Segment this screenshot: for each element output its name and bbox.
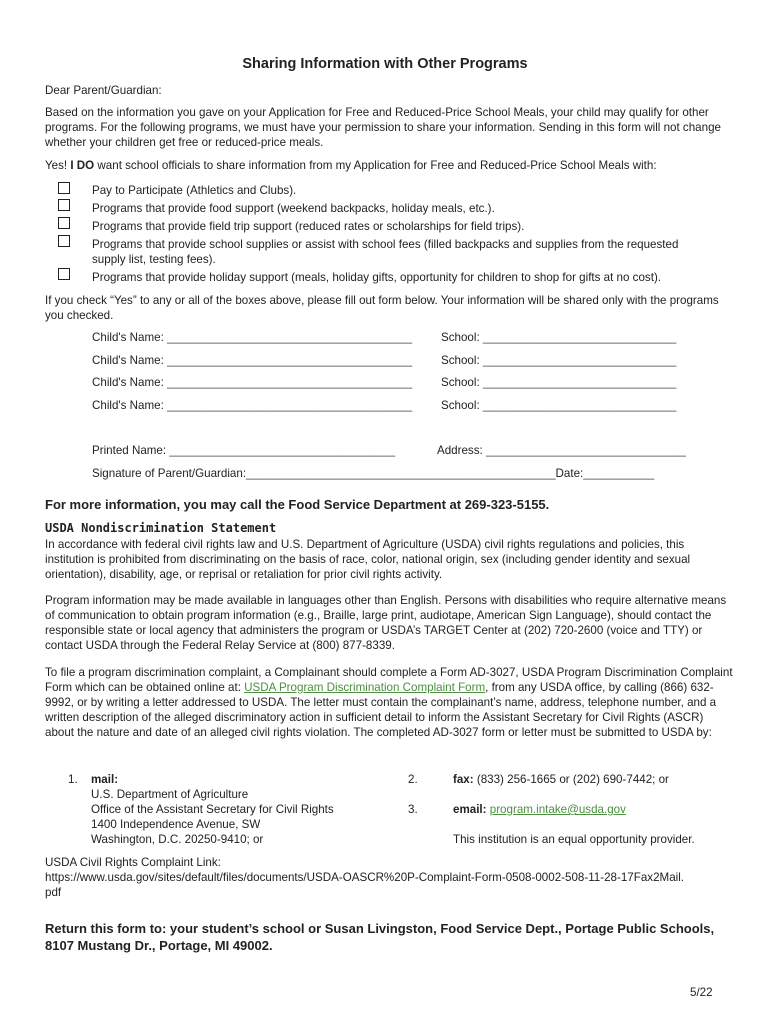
child-name-label: Child's Name:	[92, 376, 164, 389]
school-row-1[interactable]	[441, 330, 676, 345]
date-field[interactable]: ___________	[583, 467, 655, 480]
program-checkbox-3[interactable]	[58, 217, 70, 229]
address-field[interactable]: _______________________________	[486, 444, 686, 457]
child-row-1[interactable]	[92, 330, 412, 345]
program-label-2: Programs that provide food support (weekend backpacks, holiday meals, etc.).	[92, 202, 495, 215]
school-field[interactable]: ______________________________	[482, 376, 677, 389]
usda-paragraph-1: In accordance with federal civil rights law and U.S. Department of Agriculture (USDA) civil rights regulations and policies, this institution is prohibited from discriminating on the basis of race, color, national origin, sex (including gender identity and sexual orientation), disability, age, or reprisal or retaliation for prior civil rights activity.	[45, 538, 691, 581]
printed-name-field[interactable]: ___________________________________	[169, 444, 396, 457]
child-name-field[interactable]: ______________________________________	[167, 376, 413, 389]
child-name-label: Child's Name:	[92, 399, 164, 412]
child-row-4[interactable]	[92, 398, 412, 413]
printed-name-label: Printed Name:	[92, 444, 167, 457]
program-label-5: Programs that provide holiday support (meals, holiday gifts, opportunity for children to shop for gifts at no cost).	[92, 271, 662, 284]
complaint-link-label: USDA Civil Rights Complaint Link:	[45, 856, 221, 869]
fax-number: 2.	[408, 773, 418, 786]
usda-heading: USDA Nondiscrimination Statement	[45, 521, 277, 535]
more-info-line: For more information, you may call the Food Service Department at 269-323-5155.	[45, 497, 550, 512]
child-row-3[interactable]	[92, 375, 412, 390]
child-row-2[interactable]	[92, 353, 412, 368]
equal-opportunity-statement: This institution is an equal opportunity provider.	[453, 833, 695, 846]
greeting: Dear Parent/Guardian:	[45, 84, 162, 97]
child-name-field[interactable]: ______________________________________	[167, 331, 413, 344]
signature-row[interactable]	[92, 466, 654, 481]
complaint-url[interactable]: https://www.usda.gov/sites/default/files/documents/USDA-OASCR%20P-Complaint-Form-0508-0002-508-11-28-17Fax2Mail.pdf	[45, 871, 685, 899]
complaint-text-before: To file a program discrimination complaint, a Complainant should complete a Form AD-3027, USDA Program Discrimination Complaint Form which can be obtained online at:	[45, 666, 733, 694]
mail-label: mail:	[91, 773, 119, 786]
signature-label: Signature of Parent/Guardian:	[92, 467, 247, 480]
mail-address-line: 1400 Independence Avenue, SW	[91, 818, 261, 831]
school-row-2[interactable]	[441, 353, 676, 368]
address-label: Address:	[437, 444, 483, 457]
program-checkbox-2[interactable]	[58, 199, 70, 211]
date-label: Date:	[555, 467, 584, 480]
school-label: School:	[441, 331, 480, 344]
program-checkbox-1[interactable]	[58, 182, 70, 194]
program-checkbox-4[interactable]	[58, 235, 70, 247]
school-field[interactable]: ______________________________	[482, 354, 677, 367]
usda-paragraph-3	[45, 665, 735, 740]
consent-prefix: Yes!	[45, 159, 71, 172]
email-link[interactable]: program.intake@usda.gov	[489, 803, 626, 816]
page-number: 5/22	[690, 986, 713, 999]
program-label-3: Programs that provide field trip support (reduced rates or scholarships for field trips).	[92, 220, 525, 233]
check-note: If you check “Yes” to any or all of the boxes above, please fill out form below. Your information will be shared only with the programs you checked.	[45, 294, 719, 322]
complaint-text-after: , from any USDA office, by calling (866) 632-9992, or by writing a letter addressed to USDA. The letter must contain the complainant’s name, address, telephone number, and a written description of the alleged discriminatory action in sufficient detail to inform the Assistant Secretary for Civil Rights (ASCR) about the nature and date of an alleged civil rights violation. The completed AD-3027 form or letter must be submitted to USDA by:	[45, 681, 717, 739]
school-field[interactable]: ______________________________	[482, 331, 677, 344]
consent-line	[45, 158, 735, 173]
program-checkbox-5[interactable]	[58, 268, 70, 280]
email-number: 3.	[408, 803, 418, 816]
intro-paragraph: Based on the information you gave on your Application for Free and Reduced-Price School Meals, your child may qualify for other programs. For the following programs, we must have your permission to share your information. Sending in this form will not change whether your children get free or reduced-price meals.	[45, 106, 721, 149]
program-label-1: Pay to Participate (Athletics and Clubs).	[92, 184, 297, 197]
mail-address-line: Office of the Assistant Secretary for Civil Rights	[91, 803, 334, 816]
child-name-field[interactable]: ______________________________________	[167, 354, 413, 367]
school-label: School:	[441, 399, 480, 412]
address-row[interactable]	[437, 443, 686, 458]
school-row-3[interactable]	[441, 375, 676, 390]
school-field[interactable]: ______________________________	[482, 399, 677, 412]
mail-address-line: U.S. Department of Agriculture	[91, 788, 249, 801]
school-label: School:	[441, 354, 480, 367]
school-row-4[interactable]	[441, 398, 676, 413]
return-instructions: Return this form to: your student’s school or Susan Livingston, Food Service Dept., Portage Public Schools, 8107 Mustang Dr., Portage, MI 49002.	[45, 921, 715, 953]
child-name-field[interactable]: ______________________________________	[167, 399, 413, 412]
mail-address	[91, 787, 391, 847]
printed-name-row[interactable]	[92, 443, 395, 458]
fax-row	[453, 772, 669, 787]
school-label: School:	[441, 376, 480, 389]
child-name-label: Child's Name:	[92, 354, 164, 367]
usda-paragraph-2: Program information may be made available in languages other than English. Persons with disabilities who require alternative means of communication to obtain program information (e.g., Braille, large print, audiotape, American Sign Language), should contact the responsible state or local agency that administers the program or USDA’s TARGET Center at (202) 720-2600 (voice and TTY) or contact USDA through the Federal Relay Service at (800) 877-8339.	[45, 594, 727, 652]
child-name-label: Child's Name:	[92, 331, 164, 344]
consent-emphasis: I DO	[70, 159, 95, 172]
signature-field[interactable]: ________________________________________________	[246, 467, 556, 480]
fax-label: fax:	[453, 773, 474, 786]
fax-numbers: (833) 256-1665 or (202) 690-7442; or	[473, 773, 669, 786]
complaint-form-link[interactable]: USDA Program Discrimination Complaint Form	[244, 681, 486, 694]
email-row	[453, 802, 626, 817]
consent-rest: want school officials to share information from my Application for Free and Reduced-Price School Meals with:	[94, 159, 657, 172]
mail-number: 1.	[68, 773, 78, 786]
email-label: email:	[453, 803, 487, 816]
program-label-4: Programs that provide school supplies or assist with school fees (filled backpacks and supplies from the requested supply list, testing fees).	[92, 238, 679, 266]
mail-address-line: Washington, D.C. 20250-9410; or	[91, 833, 264, 846]
page-title: Sharing Information with Other Programs	[242, 56, 528, 72]
